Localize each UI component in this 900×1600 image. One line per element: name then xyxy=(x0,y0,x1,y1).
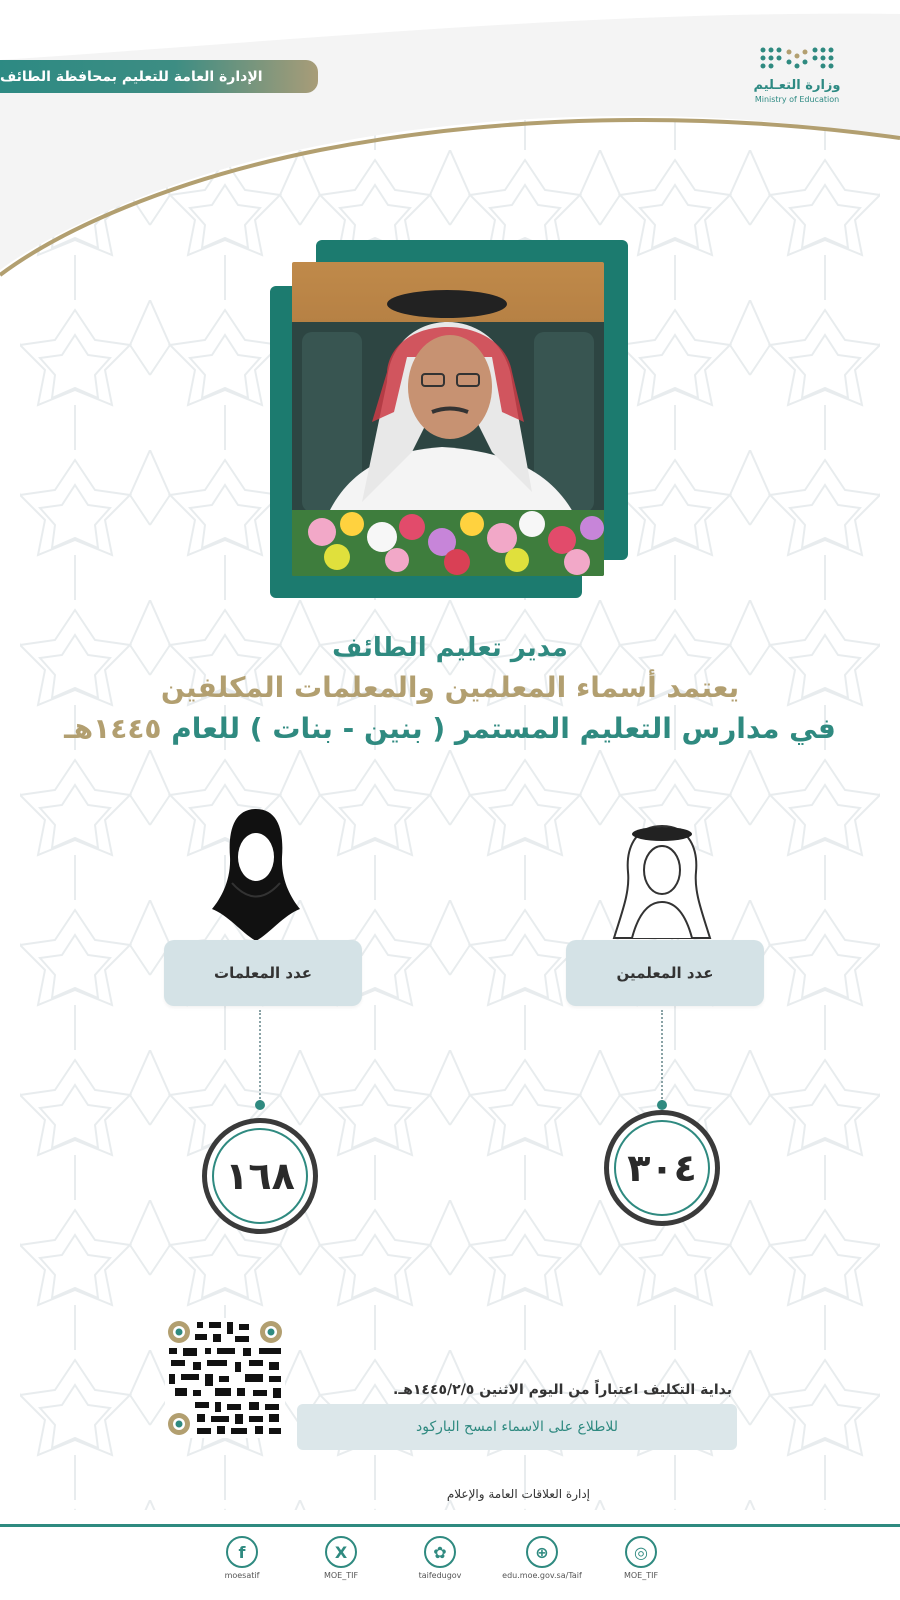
social-website[interactable] xyxy=(497,1536,587,1580)
social-handle: edu.moe.gov.sa/Taif xyxy=(502,1571,582,1580)
headline-line-3 xyxy=(0,708,900,750)
headline-year: ١٤٤٥هـ xyxy=(64,712,162,745)
female-count-ring xyxy=(202,1118,318,1234)
male-count-label xyxy=(566,940,764,1006)
headline-line-1: مدير تعليم الطائف xyxy=(332,633,568,663)
public-relations-department: إدارة العلاقات العامة والإعلام xyxy=(446,1487,590,1501)
director-photo xyxy=(292,262,604,576)
instagram-icon: ◎ xyxy=(625,1536,657,1568)
qr-code[interactable] xyxy=(165,1318,285,1438)
social-handle: taifedugov xyxy=(418,1571,462,1580)
scan-barcode-text: للاطلاع على الاسماء امسح الباركود xyxy=(416,1419,618,1435)
male-count-value: ٣٠٤ xyxy=(614,1120,710,1216)
male-connector-dot xyxy=(657,1100,667,1110)
female-count-label xyxy=(164,940,362,1006)
female-connector xyxy=(259,1010,261,1102)
facebook-icon: f xyxy=(226,1536,258,1568)
social-handle: moesatif xyxy=(224,1571,260,1580)
assignment-start-note: بداية التكليف اعتباراً من اليوم الاثنين ١٤٤٥/٢/٥هـ. xyxy=(393,1382,732,1398)
ministry-logo-icon xyxy=(755,42,839,76)
social-facebook[interactable] xyxy=(197,1536,287,1580)
headline xyxy=(0,628,900,750)
female-connector-dot xyxy=(255,1100,265,1110)
scan-barcode-pill xyxy=(297,1404,737,1450)
ministry-logo xyxy=(732,42,862,117)
headline-line-3-main: في مدارس التعليم المستمر ( بنين - بنات ) للعام xyxy=(171,712,836,745)
social-x[interactable] xyxy=(296,1536,386,1580)
footer-divider xyxy=(0,1524,900,1527)
male-count-ring xyxy=(604,1110,720,1226)
male-connector xyxy=(661,1010,663,1102)
female-teacher-icon xyxy=(208,805,304,943)
x-icon: X xyxy=(325,1536,357,1568)
female-count-value: ١٦٨ xyxy=(212,1128,308,1224)
headline-line-2: يعتمد أسماء المعلمين والمعلمات المكلفين xyxy=(160,671,740,704)
ministry-name-en: Ministry of Education xyxy=(754,95,840,104)
ministry-name-ar: وزارة التعـليم xyxy=(753,78,841,93)
social-snapchat[interactable] xyxy=(395,1536,485,1580)
female-count-label-text: عدد المعلمات xyxy=(214,964,313,982)
social-instagram[interactable] xyxy=(596,1536,686,1580)
male-teacher-icon xyxy=(612,820,712,942)
department-banner xyxy=(0,60,318,93)
department-name: الإدارة العامة للتعليم بمحافظة الطائف xyxy=(0,68,263,85)
social-handle: MOE_TIF xyxy=(623,1571,659,1580)
male-count-label-text: عدد المعلمين xyxy=(616,964,714,982)
social-handle: MOE_TIF xyxy=(323,1571,359,1580)
snapchat-icon: ✿ xyxy=(424,1536,456,1568)
social-links xyxy=(0,1536,900,1596)
globe-icon: ⊕ xyxy=(526,1536,558,1568)
